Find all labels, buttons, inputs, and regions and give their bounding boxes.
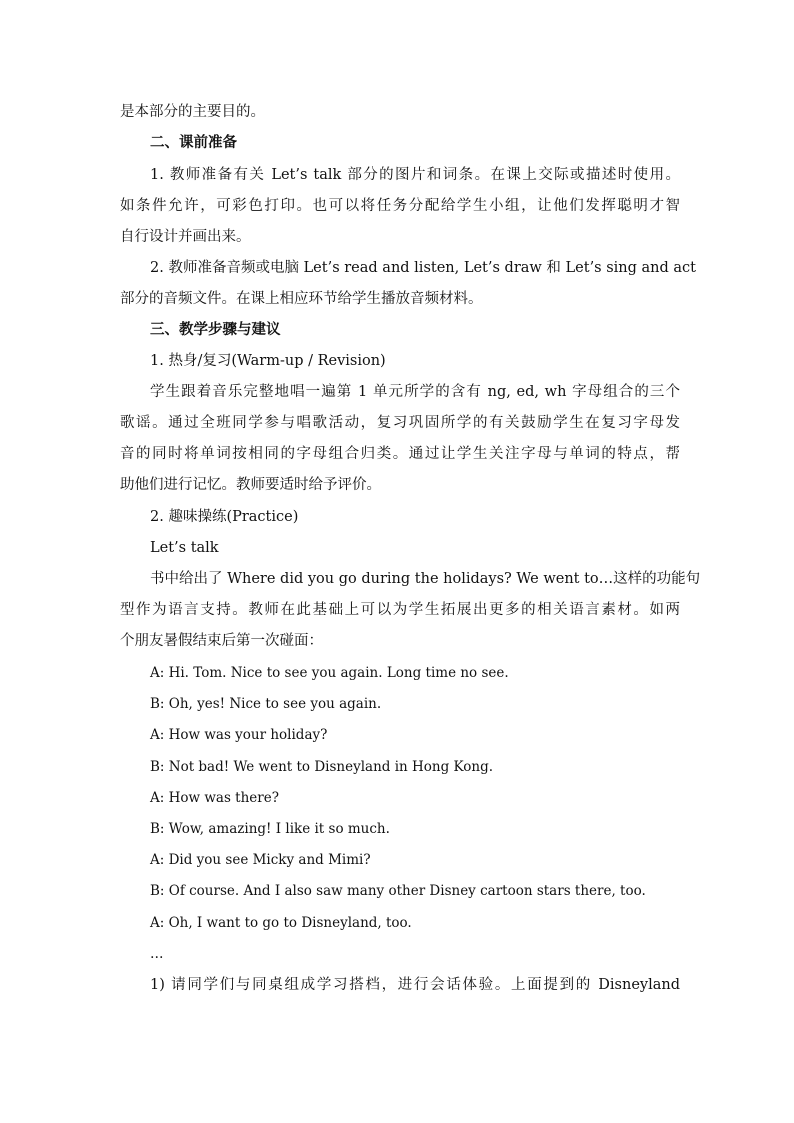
section-heading-steps: 三、教学步骤与建议 (150, 321, 281, 338)
section-heading-preparation: 二、课前准备 (150, 134, 237, 151)
step-2-text-line-3: 个朋友暑假结束后第一次碰面： (120, 633, 323, 649)
dialogue-line: A: How was there? (150, 790, 279, 806)
prep-item-2-line-1: 2. 教师准备音频或电脑 Let’s read and listen, Let’s draw 和 Let’s sing and act (150, 260, 697, 276)
prep-item-2-line-2: 部分的音频文件。在课上相应环节给学生播放音频材料。 (120, 291, 483, 307)
step-1-text-line-3: 音的同时将单词按相同的字母组合归类。通过让学生关注字母与单词的特点，帮 (120, 446, 680, 462)
step-2-title: 2. 趣味操练(Practice) (150, 509, 299, 525)
dialogue-line: A: How was your holiday? (150, 727, 328, 743)
prep-item-1-line-3: 自行设计并画出来。 (120, 229, 251, 245)
step-1-text-line-1: 学生跟着音乐完整地唱一遍第 1 单元所学的含有 ng, ed, wh 字母组合的三个 (150, 384, 680, 400)
prep-item-1-line-1: 1. 教师准备有关 Let’s talk 部分的图片和词条。在课上交际或描述时使用。 (150, 167, 680, 183)
prep-item-1-line-2: 如条件允许，可彩色打印。也可以将任务分配给学生小组，让他们发挥聪明才智 (120, 198, 680, 214)
dialogue-line: A: Hi. Tom. Nice to see you again. Long time no see. (150, 665, 509, 681)
task-1-line-1: 1) 请同学们与同桌组成学习搭档，进行会话体验。上面提到的 Disneyland (150, 977, 680, 993)
dialogue-line: B: Wow, amazing! I like it so much. (150, 821, 390, 837)
dialogue-line: B: Of course. And I also saw many other Disney cartoon stars there, too. (150, 883, 646, 899)
step-1-text-line-4: 助他们进行记忆。教师要适时给予评价。 (120, 477, 381, 493)
step-2-text-line-1: 书中给出了 Where did you go during the holidays? We went to…这样的功能句 (150, 571, 701, 587)
dialogue-line: A: Did you see Micky and Mimi? (150, 852, 371, 868)
dialogue-line: B: Not bad! We went to Disneyland in Hong Kong. (150, 759, 494, 775)
step-1-text-line-2: 歌谣。通过全班同学参与唱歌活动，复习巩固所学的有关鼓励学生在复习字母发 (120, 415, 680, 431)
step-1-title: 1. 热身/复习(Warm-up / Revision) (150, 353, 386, 369)
step-2-text-line-2: 型作为语言支持。教师在此基础上可以为学生拓展出更多的相关语言素材。如两 (120, 602, 680, 618)
intro-tail: 是本部分的主要目的。 (120, 104, 265, 120)
lets-talk-subheading: Let’s talk (150, 540, 219, 556)
dialogue-ellipsis: … (150, 946, 164, 962)
dialogue-line: B: Oh, yes! Nice to see you again. (150, 696, 382, 712)
dialogue-line: A: Oh, I want to go to Disneyland, too. (150, 915, 412, 931)
